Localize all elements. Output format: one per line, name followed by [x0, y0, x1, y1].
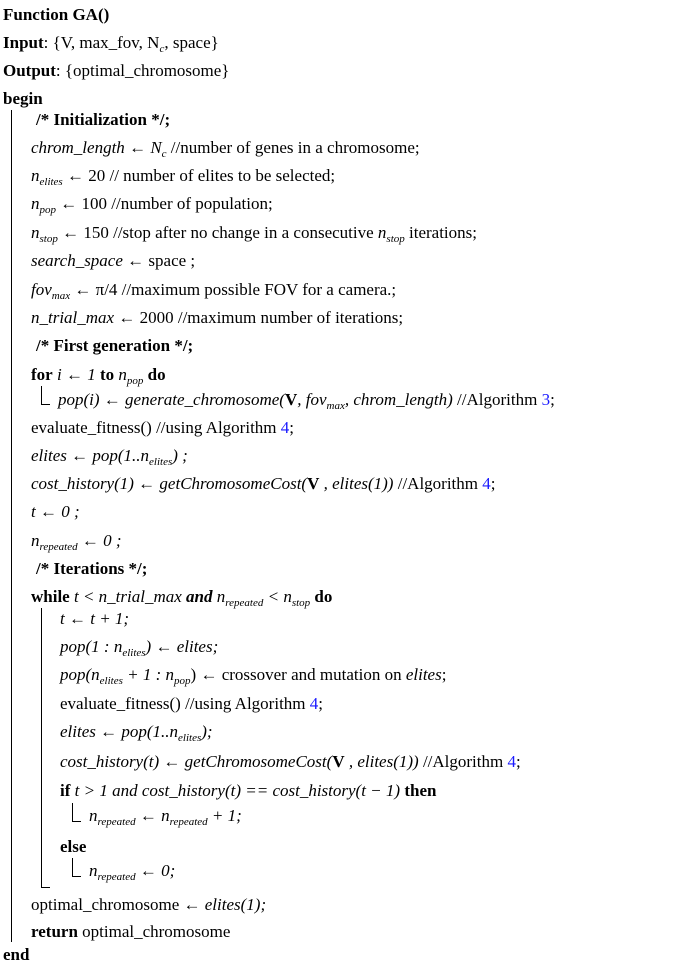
while-line: while t < n_trial_max and $n_{repeated} < n_{stop}$ do: [31, 587, 333, 609]
elites-line: elites ← $pop(1..n_{elites})$ ;: [31, 446, 188, 468]
elites-line-2: elites ← $pop(1..n_{elites})$;: [60, 722, 213, 744]
function-header: Function GA(): [3, 5, 110, 24]
if-line: if t > 1 and cost_history(t) == cost_history(t − 1) then: [60, 781, 437, 800]
first-gen-comment: /* First generation */;: [36, 336, 194, 355]
pop-elites-line: pop(1 : $n_{elites}$) ← elites;: [60, 637, 219, 659]
chrom-length-line: chrom_length ← $N_c$ //number of genes in a chromosome;: [31, 138, 420, 160]
while-block-foot: [41, 887, 50, 888]
fov-max-line: fov$_{max}$ ← π/4 //maximum possible FOV for a camera.;: [31, 280, 397, 302]
cost-history-line-2: cost_history(t) ← getChromosomeCost(V , elites(1)) //Algorithm 4;: [60, 752, 521, 771]
begin-block-bar: [11, 110, 12, 942]
for-line: for i ← 1 to $n_{pop}$ do: [31, 365, 166, 387]
output-line: Output: {optimal_chromosome}: [3, 61, 230, 80]
begin-keyword: begin: [3, 89, 43, 108]
init-comment: /* Initialization */;: [36, 110, 171, 129]
search-space-line: search_space ← space ;: [31, 251, 196, 270]
iterations-comment: /* Iterations */;: [36, 559, 148, 578]
for-block-foot: [41, 404, 50, 405]
t-increment-line: t ← t + 1;: [60, 609, 130, 628]
crossover-line: $pop(n_{elites} + 1$ : $n_{pop}$) ← crossover and mutation on elites;: [60, 665, 447, 687]
n-pop-line: $n_{pop}$ ← 100 //number of population;: [31, 194, 273, 216]
cost-history-line: cost_history(1) ← getChromosomeCost(V , elites(1)) //Algorithm 4;: [31, 474, 496, 493]
n-repeated-reset-line: $n_{repeated}$ ← 0;: [89, 861, 176, 883]
t-init-line: t ← 0 ;: [31, 502, 80, 521]
if-block-foot: [72, 821, 81, 822]
n-elites-line: $n_{elites}$ ← 20 // number of elites to be selected;: [31, 166, 336, 188]
n-trial-max-line: n_trial_max ← 2000 //maximum number of iterations;: [31, 308, 404, 327]
for-block-bar: [41, 386, 42, 404]
else-keyword: else: [60, 837, 87, 856]
optimal-chromosome-line: optimal_chromosome ← elites(1);: [31, 895, 267, 914]
while-block-bar: [41, 608, 42, 887]
return-line: return optimal_chromosome: [31, 922, 231, 941]
n-repeated-init-line: $n_{repeated}$ ← 0 ;: [31, 531, 122, 553]
input-line: Input: {V, max_fov, $N_c$, space}: [3, 33, 219, 55]
n-repeated-increment-line: $n_{repeated}$ ← $n_{repeated} + 1$;: [89, 806, 242, 828]
else-block-bar: [72, 858, 73, 876]
evaluate-fitness-line: evaluate_fitness() //using Algorithm 4;: [31, 418, 294, 437]
pop-i-line: pop(i) ← generate_chromosome(V, fov$_{max}$, chrom_length) //Algorithm 3;: [58, 390, 555, 412]
if-block-bar: [72, 803, 73, 821]
n-stop-line: $n_{stop}$ ← 150 //stop after no change in a consecutive $n_{stop}$ iterations;: [31, 223, 477, 245]
end-keyword: end: [3, 945, 30, 964]
evaluate-fitness-line-2: evaluate_fitness() //using Algorithm 4;: [60, 694, 323, 713]
else-block-foot: [72, 876, 81, 877]
